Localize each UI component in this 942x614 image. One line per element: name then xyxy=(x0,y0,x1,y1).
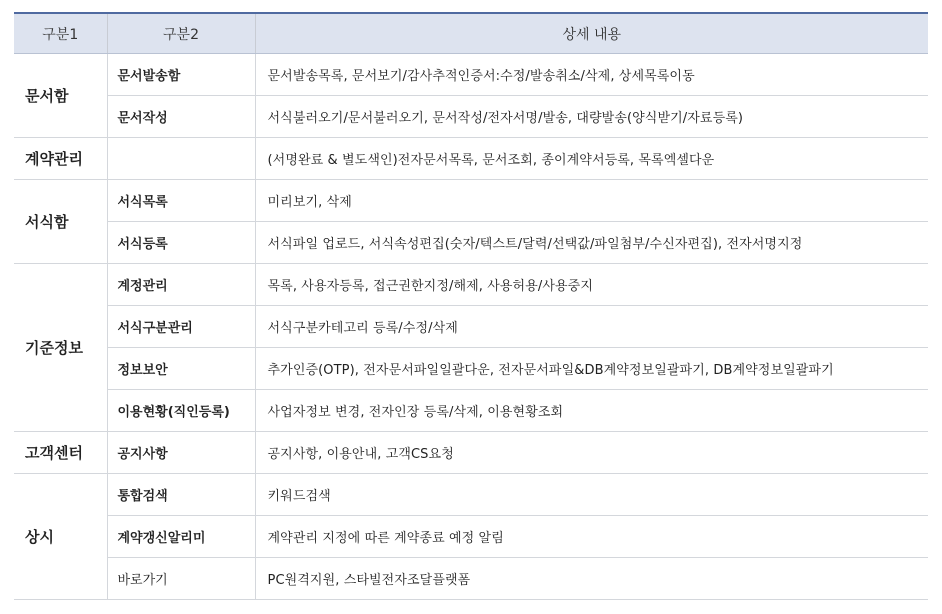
category1-cell: 상시 xyxy=(14,474,107,600)
category2-cell xyxy=(107,138,255,180)
header-category1: 구분1 xyxy=(14,13,107,54)
table-row xyxy=(14,264,928,306)
table-row xyxy=(14,306,928,348)
table-row xyxy=(14,558,928,600)
table-row xyxy=(14,222,928,264)
category2-cell: 문서발송함 xyxy=(107,54,255,96)
category1-cell: 고객센터 xyxy=(14,432,107,474)
table-row xyxy=(14,390,928,432)
category1-cell: 문서함 xyxy=(14,54,107,138)
detail-cell: 키워드검색 xyxy=(255,474,928,516)
detail-cell: 서식불러오기/문서불러오기, 문서작성/전자서명/발송, 대량발송(양식받기/자료등록) xyxy=(255,96,928,138)
table-row xyxy=(14,432,928,474)
detail-cell: 미리보기, 삭제 xyxy=(255,180,928,222)
category2-cell: 통합검색 xyxy=(107,474,255,516)
feature-table xyxy=(14,12,928,600)
table-row xyxy=(14,138,928,180)
category1-cell: 기준정보 xyxy=(14,264,107,432)
detail-cell: 서식구분카테고리 등록/수정/삭제 xyxy=(255,306,928,348)
table-row xyxy=(14,180,928,222)
table-row xyxy=(14,54,928,96)
table-row xyxy=(14,96,928,138)
table-row xyxy=(14,516,928,558)
category2-cell: 계정관리 xyxy=(107,264,255,306)
detail-cell: 공지사항, 이용안내, 고객CS요청 xyxy=(255,432,928,474)
category2-cell: 이용현황(직인등록) xyxy=(107,390,255,432)
detail-cell: 사업자정보 변경, 전자인장 등록/삭제, 이용현황조회 xyxy=(255,390,928,432)
table-row xyxy=(14,474,928,516)
detail-cell: 계약관리 지정에 따른 계약종료 예정 알림 xyxy=(255,516,928,558)
table-row xyxy=(14,348,928,390)
category2-cell: 계약갱신알리미 xyxy=(107,516,255,558)
category1-cell: 서식함 xyxy=(14,180,107,264)
category2-cell: 서식목록 xyxy=(107,180,255,222)
category2-cell: 정보보안 xyxy=(107,348,255,390)
category2-cell: 서식등록 xyxy=(107,222,255,264)
header-details: 상세 내용 xyxy=(255,13,928,54)
feature-table-container xyxy=(14,12,928,600)
detail-cell: 목록, 사용자등록, 접근권한지정/해제, 사용허용/사용중지 xyxy=(255,264,928,306)
detail-cell: 문서발송목록, 문서보기/감사추적인증서:수정/발송취소/삭제, 상세목록이동 xyxy=(255,54,928,96)
header-category2: 구분2 xyxy=(107,13,255,54)
detail-cell: 추가인증(OTP), 전자문서파일일괄다운, 전자문서파일&DB계약정보일괄파기, DB계약정보일괄파기 xyxy=(255,348,928,390)
category2-cell: 바로가기 xyxy=(107,558,255,600)
category2-cell: 공지사항 xyxy=(107,432,255,474)
category2-cell: 문서작성 xyxy=(107,96,255,138)
category1-cell: 계약관리 xyxy=(14,138,107,180)
header-row xyxy=(14,13,928,54)
category2-cell: 서식구분관리 xyxy=(107,306,255,348)
detail-cell: PC원격지원, 스타빌전자조달플랫폼 xyxy=(255,558,928,600)
detail-cell: 서식파일 업로드, 서식속성편집(숫자/텍스트/달력/선택값/파일첨부/수신자편집), 전자서명지정 xyxy=(255,222,928,264)
detail-cell: (서명완료 & 별도색인)전자문서목록, 문서조회, 종이계약서등록, 목록엑셀다운 xyxy=(255,138,928,180)
